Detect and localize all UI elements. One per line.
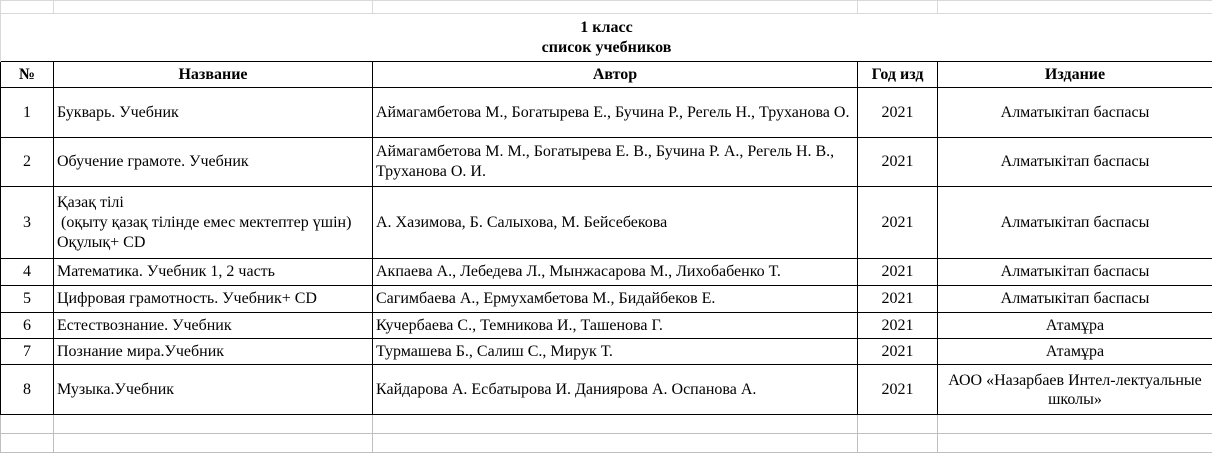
row-publisher[interactable]: АОО «Назарбаев Интел-лектуальные школы» bbox=[938, 365, 1212, 415]
header-row bbox=[1, 62, 1212, 88]
header-name[interactable]: Название bbox=[54, 62, 373, 88]
row-name[interactable]: Букварь. Учебник bbox=[54, 88, 373, 138]
row-num[interactable]: 5 bbox=[1, 286, 54, 313]
table-row bbox=[1, 365, 1212, 415]
empty-cell[interactable] bbox=[54, 1, 373, 14]
row-num[interactable]: 2 bbox=[1, 138, 54, 187]
row-num[interactable]: 7 bbox=[1, 339, 54, 365]
empty-cell[interactable] bbox=[938, 434, 1212, 453]
table-row bbox=[1, 187, 1212, 259]
row-publisher[interactable]: Атамұра bbox=[938, 313, 1212, 339]
empty-cell[interactable] bbox=[1, 415, 54, 434]
row-author[interactable]: Акпаева А., Лебедева Л., Мынжасарова М., Лихобабенко Т. bbox=[373, 259, 858, 286]
empty-cell[interactable] bbox=[54, 415, 373, 434]
row-year[interactable]: 2021 bbox=[858, 313, 938, 339]
header-num[interactable]: № bbox=[1, 62, 54, 88]
title-grade: 1 класс bbox=[4, 18, 1209, 38]
row-publisher[interactable]: Алматыкітап баспасы bbox=[938, 259, 1212, 286]
empty-cell[interactable] bbox=[1, 434, 54, 453]
row-num[interactable]: 1 bbox=[1, 88, 54, 138]
row-name[interactable]: Обучение грамоте. Учебник bbox=[54, 138, 373, 187]
row-author[interactable]: А. Хазимова, Б. Салыхова, М. Бейсебекова bbox=[373, 187, 858, 259]
row-num[interactable]: 3 bbox=[1, 187, 54, 259]
header-year[interactable]: Год изд bbox=[858, 62, 938, 88]
row-name[interactable]: Цифровая грамотность. Учебник+ CD bbox=[54, 286, 373, 313]
row-num[interactable]: 8 bbox=[1, 365, 54, 415]
table-row bbox=[1, 286, 1212, 313]
title-subtitle: список учебников bbox=[4, 38, 1209, 58]
empty-cell[interactable] bbox=[373, 415, 858, 434]
row-name[interactable]: Математика. Учебник 1, 2 часть bbox=[54, 259, 373, 286]
row-name[interactable]: Познание мира.Учебник bbox=[54, 339, 373, 365]
empty-row bbox=[1, 434, 1212, 453]
row-publisher[interactable]: Алматыкітап баспасы bbox=[938, 187, 1212, 259]
empty-cell[interactable] bbox=[373, 1, 858, 14]
row-name[interactable]: Қазақ тілі (оқыту қазақ тілінде емес мектептер үшін) Оқулық+ CD bbox=[54, 187, 373, 259]
empty-cell[interactable] bbox=[1, 1, 54, 14]
header-publisher[interactable]: Издание bbox=[938, 62, 1212, 88]
table-row bbox=[1, 138, 1212, 187]
row-name[interactable]: Музыка.Учебник bbox=[54, 365, 373, 415]
empty-cell[interactable] bbox=[54, 434, 373, 453]
row-publisher[interactable]: Алматыкітап баспасы bbox=[938, 138, 1212, 187]
row-author[interactable]: Кучербаева С., Темникова И., Ташенова Г. bbox=[373, 313, 858, 339]
row-author[interactable]: Аймагамбетова М. М., Богатырева Е. В., Бучина Р. А., Регель Н. В., Труханова О. И. bbox=[373, 138, 858, 187]
table-row bbox=[1, 259, 1212, 286]
top-empty-row bbox=[1, 1, 1212, 14]
row-year[interactable]: 2021 bbox=[858, 187, 938, 259]
row-publisher[interactable]: Алматыкітап баспасы bbox=[938, 286, 1212, 313]
row-year[interactable]: 2021 bbox=[858, 138, 938, 187]
empty-cell[interactable] bbox=[858, 434, 938, 453]
empty-cell[interactable] bbox=[858, 1, 938, 14]
row-year[interactable]: 2021 bbox=[858, 88, 938, 138]
empty-cell[interactable] bbox=[373, 434, 858, 453]
row-author[interactable]: Сагимбаева А., Ермухамбетова М., Бидайбеков Е. bbox=[373, 286, 858, 313]
row-year[interactable]: 2021 bbox=[858, 286, 938, 313]
header-author[interactable]: Автор bbox=[373, 62, 858, 88]
empty-row bbox=[1, 415, 1212, 434]
empty-cell[interactable] bbox=[938, 1, 1212, 14]
sheet-title[interactable] bbox=[1, 14, 1212, 62]
row-author[interactable]: Аймагамбетова М., Богатырева Е., Бучина Р., Регель Н., Труханова О. bbox=[373, 88, 858, 138]
row-publisher[interactable]: Алматыкітап баспасы bbox=[938, 88, 1212, 138]
row-year[interactable]: 2021 bbox=[858, 365, 938, 415]
table-row bbox=[1, 88, 1212, 138]
row-year[interactable]: 2021 bbox=[858, 339, 938, 365]
row-publisher[interactable]: Атамұра bbox=[938, 339, 1212, 365]
table-row bbox=[1, 339, 1212, 365]
empty-cell[interactable] bbox=[938, 415, 1212, 434]
row-author[interactable]: Турмашева Б., Салиш С., Мирук Т. bbox=[373, 339, 858, 365]
row-author[interactable]: Кайдарова А. Есбатырова И. Даниярова А. Оспанова А. bbox=[373, 365, 858, 415]
table-row bbox=[1, 313, 1212, 339]
row-num[interactable]: 6 bbox=[1, 313, 54, 339]
row-year[interactable]: 2021 bbox=[858, 259, 938, 286]
empty-cell[interactable] bbox=[858, 415, 938, 434]
row-num[interactable]: 4 bbox=[1, 259, 54, 286]
row-name[interactable]: Естествознание. Учебник bbox=[54, 313, 373, 339]
